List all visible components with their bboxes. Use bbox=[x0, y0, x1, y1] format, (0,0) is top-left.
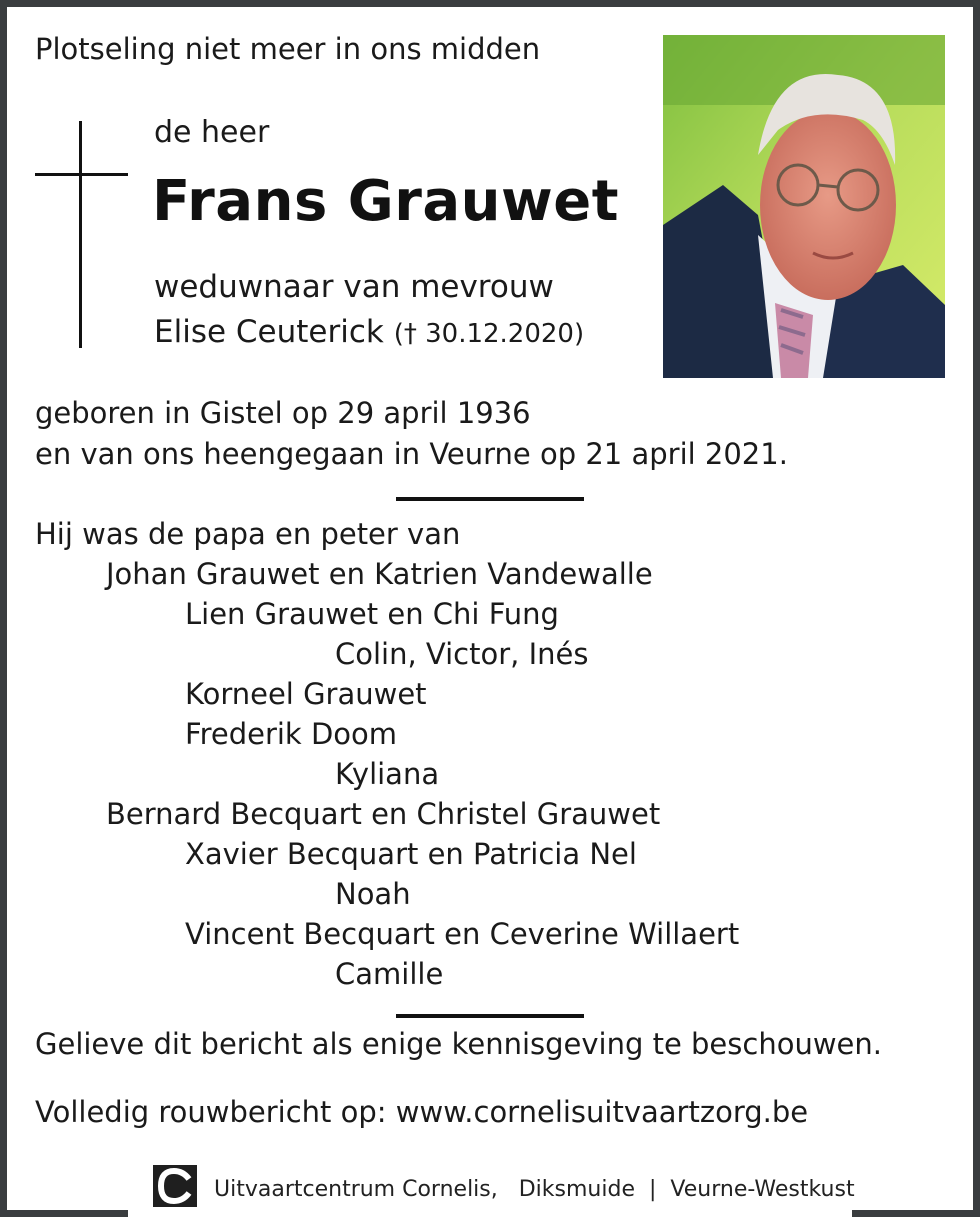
footer-separator: | bbox=[648, 1177, 657, 1202]
family-member: Korneel Grauwet bbox=[185, 677, 427, 711]
title-prefix: de heer bbox=[154, 115, 270, 150]
cross-icon-horizontal bbox=[35, 173, 128, 176]
deceased-name: Frans Grauwet bbox=[152, 169, 619, 234]
spouse-name-line bbox=[154, 314, 584, 350]
family-member: Kyliana bbox=[335, 757, 440, 791]
footer-line bbox=[214, 1177, 855, 1202]
footer-company: Uitvaartcentrum Cornelis, bbox=[214, 1177, 498, 1202]
spouse-death-note: († 30.12.2020) bbox=[393, 319, 585, 349]
cross-icon-vertical bbox=[79, 121, 82, 348]
family-member: Colin, Victor, Inés bbox=[335, 637, 589, 671]
family-member: Xavier Becquart en Patricia Nel bbox=[185, 837, 637, 871]
spouse-line: weduwnaar van mevrouw bbox=[154, 269, 554, 305]
separator-line bbox=[396, 497, 584, 501]
death-line: en van ons heengegaan in Veurne op 21 april 2021. bbox=[35, 437, 788, 471]
family-intro: Hij was de papa en peter van bbox=[35, 517, 461, 551]
frame-bottom-right bbox=[852, 1210, 980, 1217]
spouse-name: Elise Ceuterick bbox=[154, 314, 384, 350]
family-member: Noah bbox=[335, 877, 411, 911]
family-member: Frederik Doom bbox=[185, 717, 398, 751]
birth-line: geboren in Gistel op 29 april 1936 bbox=[35, 396, 531, 430]
separator-line bbox=[396, 1014, 584, 1018]
family-member: Vincent Becquart en Ceverine Willaert bbox=[185, 917, 740, 951]
full-notice-link[interactable]: Volledig rouwbericht op: www.cornelisuitvaartzorg.be bbox=[35, 1095, 809, 1129]
portrait-photo bbox=[663, 35, 945, 378]
notice-text: Gelieve dit bericht als enige kennisgeving te beschouwen. bbox=[35, 1027, 882, 1061]
family-member: Lien Grauwet en Chi Fung bbox=[185, 597, 559, 631]
family-member: Camille bbox=[335, 957, 444, 991]
family-member: Johan Grauwet en Katrien Vandewalle bbox=[106, 557, 653, 591]
cornelis-c-logo-icon bbox=[153, 1165, 197, 1207]
frame-bottom-left bbox=[0, 1210, 128, 1217]
family-member: Bernard Becquart en Christel Grauwet bbox=[106, 797, 661, 831]
intro-text: Plotseling niet meer in ons midden bbox=[35, 32, 541, 66]
footer-city-veurne: Veurne-Westkust bbox=[670, 1177, 855, 1202]
footer-city-diksmuide: Diksmuide bbox=[518, 1177, 635, 1202]
